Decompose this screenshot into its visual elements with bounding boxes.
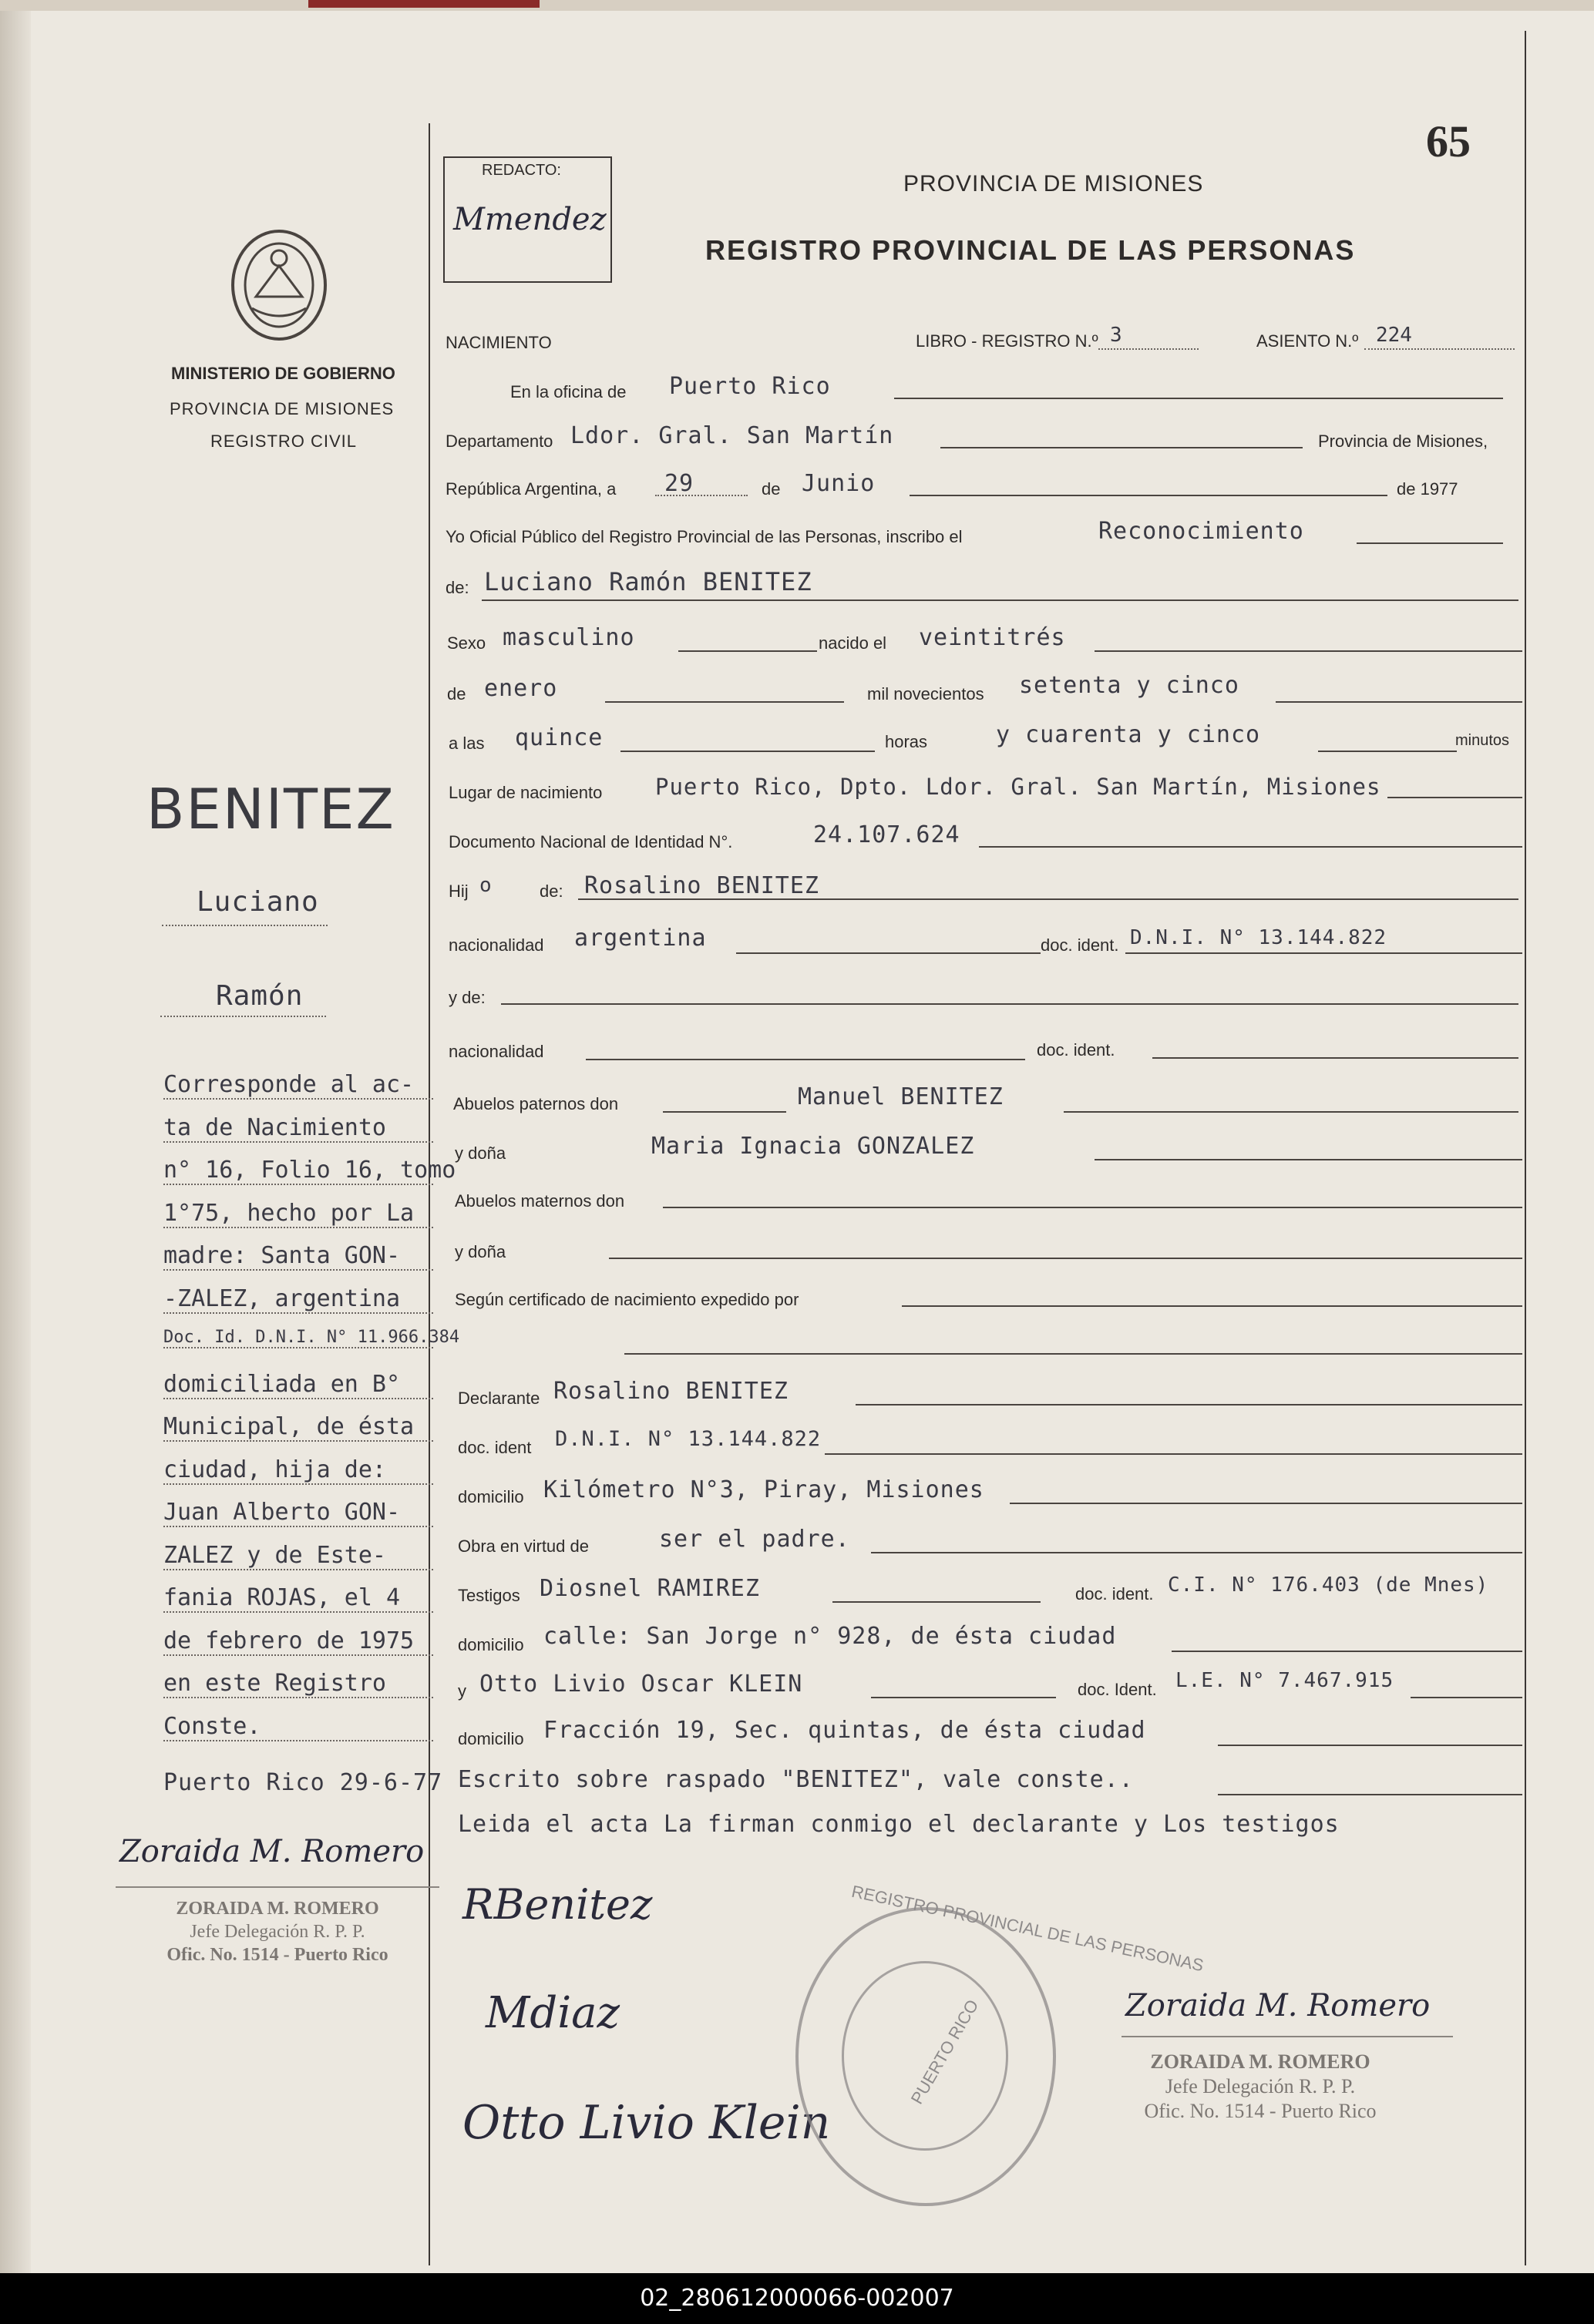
book-spine (0, 0, 31, 2273)
note-raspado: Escrito sobre raspado "BENITEZ", vale conste.. (458, 1766, 1134, 1793)
dni-label: Documento Nacional de Identidad N°. (449, 832, 733, 851)
persona-value: Luciano Ramón BENITEZ (484, 567, 812, 596)
margin-signature-line (116, 1886, 439, 1888)
domicilio-value: Kilómetro N°3, Piray, Misiones (543, 1476, 984, 1503)
margin-note-line: domiciliada en B° (163, 1371, 433, 1399)
decl-doc-label: doc. ident (458, 1438, 532, 1457)
lugar-line (1387, 797, 1522, 798)
signature-declarante: RBenitez (462, 1880, 653, 1929)
hijo-de-label: de: (540, 882, 563, 901)
margin-note-line: Conste. (163, 1713, 433, 1741)
nacido-line (1095, 650, 1522, 652)
nacionalidad-line (736, 952, 1041, 954)
padre-doc-value: D.N.I. N° 13.144.822 (1130, 926, 1387, 949)
departamento-label: Departamento (446, 432, 553, 451)
margin-name1-line (162, 925, 328, 926)
margin-note-line: Juan Alberto GON- (163, 1499, 433, 1527)
ministry-line1: MINISTERIO DE GOBIERNO (171, 364, 395, 383)
sexo-line (678, 650, 817, 652)
margin-note-line: en este Registro (163, 1670, 433, 1698)
nacionalidad-value: argentina (574, 925, 707, 952)
margin-note-line: n° 16, Folio 16, tomo (163, 1157, 456, 1184)
margin-divider (429, 123, 430, 2265)
t2-dom-label: domicilio (458, 1729, 524, 1748)
seal-outer-text: REGISTRO PROVINCIAL DE LAS PERSONAS (849, 1881, 1206, 1976)
minutos-label: minutos (1455, 732, 1510, 749)
sexo-label: Sexo (447, 633, 486, 653)
t1-dom-line (1172, 1651, 1522, 1652)
record-type-label: NACIMIENTO (446, 333, 552, 352)
republica-label: República Argentina, a (446, 479, 617, 499)
t2-doc-label: doc. Ident. (1078, 1680, 1157, 1699)
y-dona-label: y doña (455, 1144, 506, 1163)
margin-note-line: madre: Santa GON- (163, 1242, 433, 1271)
dni-line (979, 846, 1522, 848)
right-border (1525, 31, 1526, 2265)
abuela-pat-value: Maria Ignacia GONZALEZ (651, 1133, 975, 1160)
segun-line-1 (902, 1305, 1522, 1307)
signature-oficial-line (1122, 2036, 1453, 2037)
stamp-oficial-line3: Ofic. No. 1514 - Puerto Rico (1144, 2100, 1377, 2122)
oficial-label: Yo Oficial Público del Registro Provincial de las Personas, inscribo el (446, 527, 963, 546)
testigo1-value: Diosnel RAMIREZ (540, 1575, 760, 1602)
padre-value: Rosalino BENITEZ (584, 872, 819, 899)
redacto-signature: Mmendez (453, 202, 607, 237)
doc-ident2-label: doc. ident. (1037, 1040, 1115, 1060)
nac-mes-line (605, 701, 844, 703)
margin-name1: Luciano (197, 886, 319, 918)
decl-doc-value: D.N.I. N° 13.144.822 (555, 1427, 822, 1451)
departamento-value: Ldor. Gral. San Martín (570, 422, 894, 449)
abuelos-pat-line-b (1064, 1111, 1518, 1113)
anio-label: de 1977 (1397, 479, 1458, 499)
lugar-value: Puerto Rico, Dpto. Ldor. Gral. San Martín, Misiones (655, 774, 1381, 800)
y-dona2-label: y doña (455, 1242, 506, 1261)
padre-line (578, 898, 1518, 900)
margin-name2-line (160, 1016, 326, 1017)
doc-ident-label: doc. ident. (1041, 935, 1119, 955)
departamento-line (940, 447, 1303, 448)
header-province: PROVINCIA DE MISIONES (903, 171, 1204, 196)
t2-dom-line (1218, 1745, 1522, 1746)
redacto-label: REDACTO: (482, 162, 561, 179)
seal-inner-text: PUERTO RICO (906, 1996, 983, 2107)
t1-doc-value: C.I. N° 176.403 (de Mnes) (1168, 1573, 1489, 1597)
margin-note-line: Municipal, de ésta (163, 1413, 433, 1442)
lugar-label: Lugar de nacimiento (449, 783, 603, 802)
t2-dom-value: Fracción 19, Sec. quintas, de ésta ciudad (543, 1717, 1146, 1744)
de-persona-label: de: (446, 578, 469, 597)
margin-place-date: Puerto Rico 29-6-77 (163, 1769, 443, 1796)
oficina-line (894, 398, 1503, 399)
margin-note-line: 1°75, hecho por La (163, 1200, 433, 1228)
t1-dom-value: calle: San Jorge n° 928, de ésta ciudad (543, 1623, 1117, 1650)
stamp-margin-line3: Ofic. No. 1514 - Puerto Rico (166, 1945, 388, 1965)
inscribo-line (1357, 542, 1503, 544)
abuela-pat-line (1095, 1159, 1522, 1160)
madre-line (501, 1003, 1518, 1005)
asiento-label: ASIENTO N.º (1256, 331, 1359, 351)
minutos-line (1318, 751, 1457, 752)
a-las-label: a las (449, 734, 485, 753)
obra-value: ser el padre. (659, 1526, 850, 1553)
signature-oficial: Zoraida M. Romero (1125, 1988, 1431, 2023)
segun-line-2 (624, 1353, 1522, 1355)
t1-dom-label: domicilio (458, 1635, 524, 1654)
nacionalidad2-line (586, 1059, 1025, 1060)
obra-line (871, 1552, 1522, 1553)
stamp-margin-line2: Jefe Delegación R. P. P. (190, 1922, 365, 1942)
provincial-crest-icon (225, 223, 333, 343)
t1-doc-label: doc. ident. (1075, 1584, 1154, 1604)
margin-name2: Ramón (216, 980, 304, 1012)
stamp-oficial-line2: Jefe Delegación R. P. P. (1165, 2075, 1356, 2097)
oficina-value: Puerto Rico (669, 373, 831, 400)
dia-value: 29 (664, 470, 694, 497)
asiento-line (1364, 348, 1515, 350)
margin-surname: BENITEZ (146, 777, 395, 841)
stamp-margin-line1: ZORAIDA M. ROMERO (176, 1899, 379, 1919)
provincia-label: Provincia de Misiones, (1318, 432, 1488, 451)
abuelos-pat-label: Abuelos paternos don (453, 1094, 619, 1113)
persona-line (482, 599, 1518, 601)
declarante-line (856, 1404, 1522, 1405)
ministry-line2: PROVINCIA DE MISIONES (170, 399, 395, 418)
nacionalidad-label: nacionalidad (449, 935, 544, 955)
margin-signature: Zoraida M. Romero (119, 1834, 425, 1869)
oficina-label: En la oficina de (510, 382, 627, 401)
stamp-oficial (1106, 2050, 1414, 2124)
obra-label: Obra en virtud de (458, 1536, 589, 1556)
signature-testigo1: Mdiaz (486, 1988, 620, 2038)
margin-note-line: -ZALEZ, argentina (163, 1285, 433, 1314)
page-top-binding (308, 0, 540, 8)
horas-line (620, 751, 875, 752)
page-number: 65 (1426, 116, 1471, 166)
signature-testigo2: Otto Livio Klein (462, 2096, 831, 2150)
t2-doc-line (1411, 1697, 1522, 1698)
horas-label: horas (885, 732, 928, 751)
testigo2-value: Otto Livio Oscar KLEIN (479, 1671, 803, 1698)
ministry-line3: REGISTRO CIVIL (210, 432, 358, 451)
de-label: de (762, 479, 781, 499)
doc-ident2-line (1152, 1057, 1518, 1059)
libro-line (1098, 348, 1199, 350)
nac-anio-line (1276, 701, 1522, 703)
abuela-mat-line (609, 1258, 1522, 1259)
asiento-value: 224 (1376, 324, 1412, 347)
abuelos-pat-line-a (663, 1111, 786, 1113)
mes-line (910, 495, 1387, 496)
note-raspado-line (1218, 1794, 1522, 1795)
abuelos-mat-label: Abuelos maternos don (455, 1191, 625, 1211)
nac-anio-value: setenta y cinco (1019, 672, 1239, 699)
nac-mes-value: enero (484, 675, 558, 702)
margin-note-line: fania ROJAS, el 4 (163, 1584, 433, 1613)
margin-note-line: ciudad, hija de: (163, 1456, 433, 1485)
abuelo-pat-value: Manuel BENITEZ (798, 1083, 1004, 1110)
decl-doc-line (825, 1453, 1522, 1455)
sexo-value: masculino (503, 624, 635, 651)
declarante-value: Rosalino BENITEZ (553, 1378, 789, 1405)
margin-note-line: ta de Nacimiento (163, 1114, 433, 1143)
padre-doc-line (1125, 952, 1522, 954)
testigo1-line (832, 1601, 1041, 1603)
file-id-footer: 02_280612000066-002007 (0, 2273, 1594, 2324)
margin-note-line: de febrero de 1975 (163, 1627, 433, 1656)
testigo2-line (871, 1697, 1056, 1698)
libro-value: 3 (1110, 324, 1122, 347)
page-top-edge (0, 0, 1594, 11)
testigos-label: Testigos (458, 1586, 520, 1605)
declarante-label: Declarante (458, 1389, 540, 1408)
margin-note-line: ZALEZ y de Este- (163, 1542, 433, 1570)
hijo-suffix: o (479, 874, 493, 897)
domicilio-label: domicilio (458, 1487, 524, 1506)
nacido-label: nacido el (819, 633, 887, 653)
nacido-value: veintitrés (919, 624, 1066, 651)
mil-label: mil novecientos (867, 684, 984, 704)
y-label: y (458, 1681, 466, 1701)
segun-label: Según certificado de nacimiento expedido por (455, 1290, 799, 1309)
header-title: REGISTRO PROVINCIAL DE LAS PERSONAS (705, 234, 1356, 266)
mes-value: Junio (802, 470, 876, 497)
minutos-value: y cuarenta y cinco (996, 721, 1261, 748)
margin-note-line: Doc. Id. D.N.I. N° 11.966.384 (163, 1328, 460, 1347)
y-de-label: y de: (449, 988, 486, 1007)
dia-line (655, 495, 748, 496)
stamp-margin (127, 1897, 428, 1966)
dni-value: 24.107.624 (813, 821, 960, 848)
de-mes-label: de (447, 684, 466, 704)
t2-doc-value: L.E. N° 7.467.915 (1175, 1669, 1394, 1692)
inscribo-value: Reconocimiento (1098, 518, 1304, 545)
registry-seal-inner (842, 1961, 1008, 2151)
domicilio-line (1010, 1503, 1522, 1504)
nacionalidad2-label: nacionalidad (449, 1042, 544, 1061)
note-leida: Leida el acta La firman conmigo el declarante y Los testigos (458, 1811, 1340, 1838)
abuelos-mat-line (663, 1207, 1522, 1208)
margin-note-line: Corresponde al ac- (163, 1071, 433, 1100)
horas-value: quince (515, 724, 604, 751)
stamp-oficial-line1: ZORAIDA M. ROMERO (1150, 2050, 1370, 2073)
libro-label: LIBRO - REGISTRO N.º (916, 331, 1098, 351)
hijo-label: Hij (449, 882, 469, 901)
